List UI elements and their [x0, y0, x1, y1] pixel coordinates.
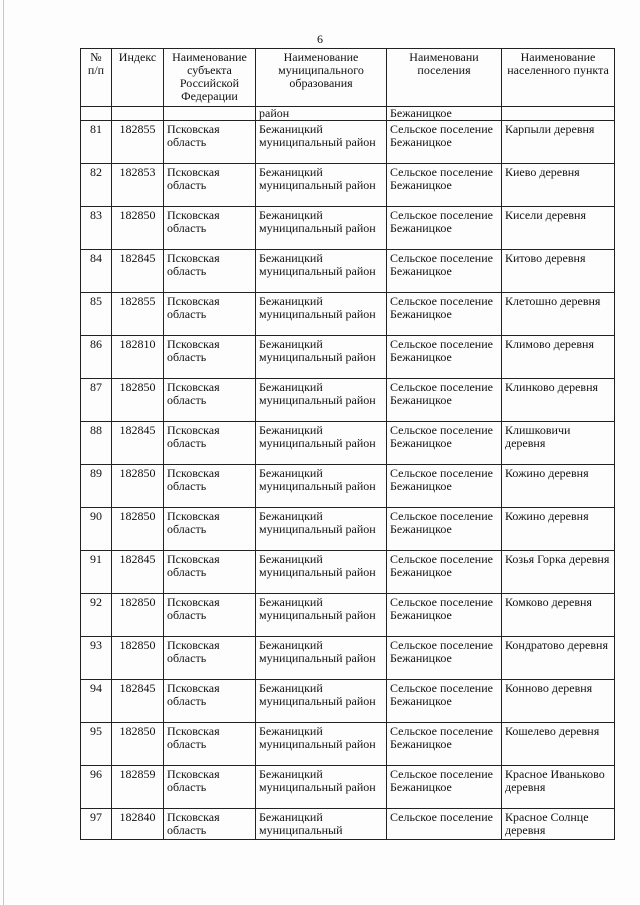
table-row — [81, 594, 615, 637]
cell-subject: Псковская область — [164, 766, 256, 809]
cell-locality: Козья Горка деревня — [502, 551, 615, 594]
cell-subject: Псковская область — [164, 723, 256, 766]
cell-settlement: Сельское поселение — [387, 809, 502, 840]
cell-municipality: Бежаницкий муниципальный — [256, 809, 387, 840]
cell-locality: Климово деревня — [502, 336, 615, 379]
cell-municipality: Бежаницкий муниципальный район — [256, 379, 387, 422]
cell-municipality: Бежаницкий муниципальный район — [256, 164, 387, 207]
cell-number: 97 — [81, 809, 112, 840]
cell-settlement: Сельское поселение Бежаницкое — [387, 121, 502, 164]
cell-subject — [164, 107, 256, 121]
cell-settlement: Бежаницкое — [387, 107, 502, 121]
cell-locality: Карпыли деревня — [502, 121, 615, 164]
cell-number: 94 — [81, 680, 112, 723]
cell-index: 182853 — [112, 164, 164, 207]
cell-municipality: Бежаницкий муниципальный район — [256, 594, 387, 637]
cell-index: 182845 — [112, 422, 164, 465]
cell-municipality: Бежаницкий муниципальный район — [256, 723, 387, 766]
cell-subject: Псковская область — [164, 336, 256, 379]
table-row — [81, 336, 615, 379]
cell-index: 182850 — [112, 723, 164, 766]
table-row — [81, 809, 615, 840]
cell-index: 182845 — [112, 551, 164, 594]
cell-subject: Псковская область — [164, 422, 256, 465]
cell-index: 182850 — [112, 637, 164, 680]
cell-subject: Псковская область — [164, 637, 256, 680]
cell-municipality: Бежаницкий муниципальный район — [256, 680, 387, 723]
table-row — [81, 766, 615, 809]
cell-locality: Кожино деревня — [502, 508, 615, 551]
cell-municipality: Бежаницкий муниципальный район — [256, 293, 387, 336]
cell-number: 91 — [81, 551, 112, 594]
table-row — [81, 508, 615, 551]
scan-edge-line — [3, 0, 4, 905]
cell-number: 89 — [81, 465, 112, 508]
cell-number: 83 — [81, 207, 112, 250]
cell-subject: Псковская область — [164, 809, 256, 840]
cell-settlement: Сельское поселение Бежаницкое — [387, 508, 502, 551]
table-row — [81, 551, 615, 594]
cell-municipality: район — [256, 107, 387, 121]
cell-number: 85 — [81, 293, 112, 336]
cell-number: 90 — [81, 508, 112, 551]
cell-municipality: Бежаницкий муниципальный район — [256, 637, 387, 680]
cell-index: 182855 — [112, 121, 164, 164]
cell-locality: Кисели деревня — [502, 207, 615, 250]
cell-settlement: Сельское поселение Бежаницкое — [387, 379, 502, 422]
table-row — [81, 637, 615, 680]
cell-index: 182840 — [112, 809, 164, 840]
cell-subject: Псковская область — [164, 465, 256, 508]
cell-subject: Псковская область — [164, 594, 256, 637]
header-index: Индекс — [112, 49, 164, 107]
cell-settlement: Сельское поселение Бежаницкое — [387, 422, 502, 465]
cell-municipality: Бежаницкий муниципальный район — [256, 250, 387, 293]
cell-subject: Псковская область — [164, 207, 256, 250]
cell-number: 82 — [81, 164, 112, 207]
cell-number: 95 — [81, 723, 112, 766]
cell-locality: Комково деревня — [502, 594, 615, 637]
cell-locality: Кожино деревня — [502, 465, 615, 508]
page-number: 6 — [317, 32, 323, 46]
table-row — [81, 250, 615, 293]
cell-municipality: Бежаницкий муниципальный район — [256, 336, 387, 379]
cell-settlement: Сельское поселение Бежаницкое — [387, 637, 502, 680]
cell-settlement: Сельское поселение Бежаницкое — [387, 766, 502, 809]
cell-number: 96 — [81, 766, 112, 809]
cell-subject: Псковская область — [164, 508, 256, 551]
header-municipality: Наименование муниципального образования — [256, 49, 387, 107]
cell-number: 81 — [81, 121, 112, 164]
cell-locality: Клетошно деревня — [502, 293, 615, 336]
cell-locality: Клишковичи деревня — [502, 422, 615, 465]
cell-locality — [502, 107, 615, 121]
header-settlement: Наименовани поселения — [387, 49, 502, 107]
cell-index: 182850 — [112, 379, 164, 422]
cell-settlement: Сельское поселение Бежаницкое — [387, 164, 502, 207]
table-row — [81, 680, 615, 723]
cell-number: 92 — [81, 594, 112, 637]
cell-subject: Псковская область — [164, 379, 256, 422]
table-row — [81, 422, 615, 465]
header-locality: Наименование населенного пункта — [502, 49, 615, 107]
cell-municipality: Бежаницкий муниципальный район — [256, 207, 387, 250]
cell-subject: Псковская область — [164, 250, 256, 293]
cell-locality: Конново деревня — [502, 680, 615, 723]
cell-index: 182810 — [112, 336, 164, 379]
cell-subject: Псковская область — [164, 121, 256, 164]
cell-settlement: Сельское поселение Бежаницкое — [387, 336, 502, 379]
cell-settlement: Сельское поселение Бежаницкое — [387, 250, 502, 293]
settlements-table — [80, 48, 615, 840]
cell-locality: Кошелево деревня — [502, 723, 615, 766]
cell-settlement: Сельское поселение Бежаницкое — [387, 594, 502, 637]
cell-municipality: Бежаницкий муниципальный район — [256, 121, 387, 164]
header-subject: Наименование субъекта Российской Федерации — [164, 49, 256, 107]
cell-municipality: Бежаницкий муниципальный район — [256, 422, 387, 465]
table-row — [81, 293, 615, 336]
cell-locality: Клинково деревня — [502, 379, 615, 422]
table-row — [81, 207, 615, 250]
cell-locality: Красное Солнце деревня — [502, 809, 615, 840]
table-row — [81, 465, 615, 508]
cell-settlement: Сельское поселение Бежаницкое — [387, 551, 502, 594]
cell-municipality: Бежаницкий муниципальный район — [256, 551, 387, 594]
cell-locality: Красное Иваньково деревня — [502, 766, 615, 809]
cell-municipality: Бежаницкий муниципальный район — [256, 465, 387, 508]
header-number: № п/п — [81, 49, 112, 107]
cell-locality: Китово деревня — [502, 250, 615, 293]
cell-number: 84 — [81, 250, 112, 293]
cell-municipality: Бежаницкий муниципальный район — [256, 766, 387, 809]
cell-subject: Псковская область — [164, 164, 256, 207]
cell-subject: Псковская область — [164, 551, 256, 594]
cell-locality: Кондратово деревня — [502, 637, 615, 680]
cell-settlement: Сельское поселение Бежаницкое — [387, 680, 502, 723]
table-row — [81, 379, 615, 422]
cell-index: 182850 — [112, 207, 164, 250]
continuation-row — [81, 107, 615, 121]
cell-number: 93 — [81, 637, 112, 680]
cell-municipality: Бежаницкий муниципальный район — [256, 508, 387, 551]
cell-settlement: Сельское поселение Бежаницкое — [387, 723, 502, 766]
cell-index: 182850 — [112, 508, 164, 551]
table-header-row — [81, 49, 615, 107]
cell-index: 182845 — [112, 680, 164, 723]
cell-index: 182850 — [112, 594, 164, 637]
cell-number: 88 — [81, 422, 112, 465]
cell-locality: Киево деревня — [502, 164, 615, 207]
cell-settlement: Сельское поселение Бежаницкое — [387, 207, 502, 250]
cell-subject: Псковская область — [164, 680, 256, 723]
cell-number: 86 — [81, 336, 112, 379]
cell-index: 182850 — [112, 465, 164, 508]
cell-index: 182855 — [112, 293, 164, 336]
cell-settlement: Сельское поселение Бежаницкое — [387, 293, 502, 336]
cell-settlement: Сельское поселение Бежаницкое — [387, 465, 502, 508]
table-row — [81, 164, 615, 207]
table-row — [81, 723, 615, 766]
table-row — [81, 121, 615, 164]
cell-index: 182859 — [112, 766, 164, 809]
cell-index — [112, 107, 164, 121]
cell-number — [81, 107, 112, 121]
cell-number: 87 — [81, 379, 112, 422]
cell-subject: Псковская область — [164, 293, 256, 336]
cell-index: 182845 — [112, 250, 164, 293]
